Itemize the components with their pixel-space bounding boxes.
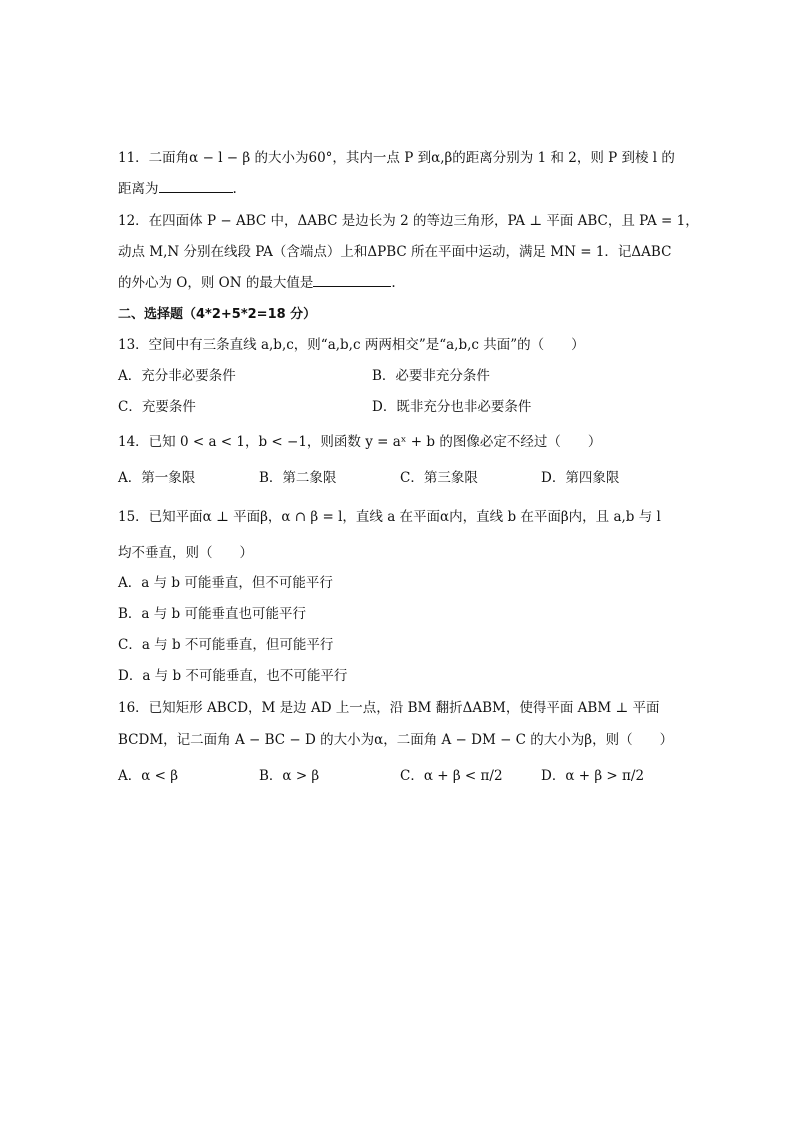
q14-option-d: D．第四象限 <box>541 470 620 486</box>
q12-line1: 12．在四面体 P − ABC 中，ΔABC 是边长为 2 的等边三角形，PA ⊥ 平面 ABC，且 PA = 1， <box>118 213 699 229</box>
q15-option-b: B．a 与 b 可能垂直也可能平行 <box>118 606 306 622</box>
q15-line2: 均不垂直，则（ ） <box>118 545 253 561</box>
q14-option-b: B．第二象限 <box>259 470 337 486</box>
q16-option-c: C．α + β < π/2 <box>400 768 503 784</box>
q15-option-c: C．a 与 b 不可能垂直，但可能平行 <box>118 637 334 653</box>
q13-option-d: D．既非充分也非必要条件 <box>372 399 532 415</box>
q16-line2: BCDM，记二面角 A − BC − D 的大小为α，二面角 A − DM − C 的大小为β，则（ ） <box>118 732 674 748</box>
q13-option-b: B．必要非充分条件 <box>372 368 490 384</box>
q16-option-d: D．α + β > π/2 <box>541 768 645 784</box>
q14-option-a: A．第一象限 <box>118 470 196 486</box>
q16-line1: 16．已知矩形 ABCD，M 是边 AD 上一点，沿 BM 翻折ΔABM，使得平面 ABM ⊥ 平面 <box>118 700 660 716</box>
section-heading: 二、选择题（4*2+5*2=18 分） <box>118 307 317 322</box>
q16-option-b: B．α > β <box>259 768 320 784</box>
q11-line2-end: . <box>232 181 237 197</box>
q15-line1: 15．已知平面α ⊥ 平面β，α ∩ β = l，直线 a 在平面α内，直线 b 在平面β内，且 a,b 与 l <box>118 509 661 525</box>
q13-stem: 13．空间中有三条直线 a,b,c，则“a,b,c 两两相交”是“a,b,c 共面”的（ ） <box>118 337 585 353</box>
q11-answer-blank <box>159 180 233 193</box>
q12-line2: 动点 M,N 分别在线段 PA（含端点）上和ΔPBC 所在平面中运动，满足 MN = 1．记ΔABC <box>118 244 672 260</box>
q13-option-c: C．充要条件 <box>118 399 196 415</box>
q14-option-c: C．第三象限 <box>400 470 478 486</box>
q12-line3-text: 的外心为 O，则 ON 的最大值是 <box>118 275 314 291</box>
q15-option-d: D．a 与 b 不可能垂直，也不可能平行 <box>118 668 348 684</box>
q11-line2 <box>118 179 237 199</box>
q11-line1: 11．二面角α − l − β 的大小为60°，其内一点 P 到α,β的距离分别为 1 和 2，则 P 到棱 l 的 <box>118 150 675 166</box>
q13-option-a: A．充分非必要条件 <box>118 368 236 384</box>
q15-option-a: A．a 与 b 可能垂直，但不可能平行 <box>118 575 333 591</box>
q16-option-a: A．α < β <box>118 768 179 784</box>
q12-answer-blank <box>313 274 391 287</box>
q11-line2-text: 距离为 <box>118 181 159 197</box>
q12-line3 <box>118 273 396 293</box>
q14-stem: 14．已知 0 < a < 1，b < −1，则函数 y = aˣ + b 的图像必定不经过（ ） <box>118 434 602 450</box>
q12-line3-end: . <box>391 275 396 291</box>
